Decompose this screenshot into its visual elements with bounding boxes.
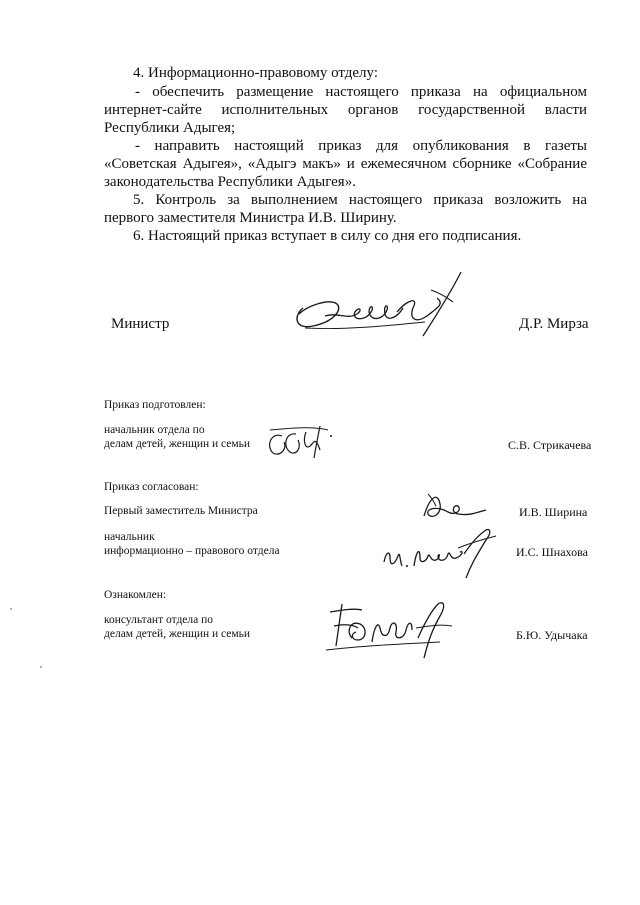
item-4-bullet-1-line-2: интернет-сайте исполнительных органов государственной власти xyxy=(104,102,587,118)
agreed-second-position-line-1: начальник xyxy=(104,531,155,543)
item-4-bullet-1-line-3: Республики Адыгея; xyxy=(104,120,236,136)
item-4-bullet-2-line-3: законодательства Республики Адыгея». xyxy=(104,174,356,190)
item-5-line-2: первого заместителя Министра И.В. Ширину. xyxy=(104,210,397,226)
agreed-second-position-line-2: информационно – правового отдела xyxy=(104,545,280,557)
item-4-bullet-2-line-2: «Советская Адыгея», «Адыгэ макъ» и ежемесячном сборнике «Собрание xyxy=(104,156,587,172)
acquainted-name: Б.Ю. Удычака xyxy=(516,628,588,642)
item-6: 6. Настоящий приказ вступает в силу со дня его подписания. xyxy=(133,228,522,244)
item-5-line-1: 5. Контроль за выполнением настоящего приказа возложить на xyxy=(133,192,587,208)
agreed-second-signature xyxy=(380,522,510,586)
scan-speck xyxy=(40,666,42,668)
minister-name: Д.Р. Мирза xyxy=(519,316,589,332)
agreed-second-name: И.С. Шнахова xyxy=(516,545,588,559)
item-4-title: 4. Информационно-правовому отделу: xyxy=(133,65,379,81)
item-4-bullet-2-line-1: - направить настоящий приказ для опубликования в газеты xyxy=(135,138,587,154)
acquainted-position-line-2: делам детей, женщин и семьи xyxy=(104,628,251,640)
prepared-signature xyxy=(262,422,342,462)
agreed-first-name: И.В. Ширина xyxy=(519,505,588,519)
minister-signature xyxy=(285,268,465,348)
prepared-header: Приказ подготовлен: xyxy=(104,399,206,411)
minister-title: Министр xyxy=(111,316,170,332)
item-4-bullet-1-line-1: - обеспечить размещение настоящего приказа на официальном xyxy=(135,84,587,100)
prepared-position-line-1: начальник отдела по xyxy=(104,424,205,436)
prepared-position-line-2: делам детей, женщин и семьи xyxy=(104,438,251,450)
agreed-first-signature xyxy=(418,490,488,526)
acquainted-signature xyxy=(320,598,460,662)
acquainted-header: Ознакомлен: xyxy=(104,589,167,601)
prepared-name: С.В. Стрикачева xyxy=(508,438,592,452)
scan-speck xyxy=(10,608,12,610)
agreed-header: Приказ согласован: xyxy=(104,481,199,493)
acquainted-position-line-1: консультант отдела по xyxy=(104,614,214,626)
agreed-first-position: Первый заместитель Министра xyxy=(104,505,258,517)
